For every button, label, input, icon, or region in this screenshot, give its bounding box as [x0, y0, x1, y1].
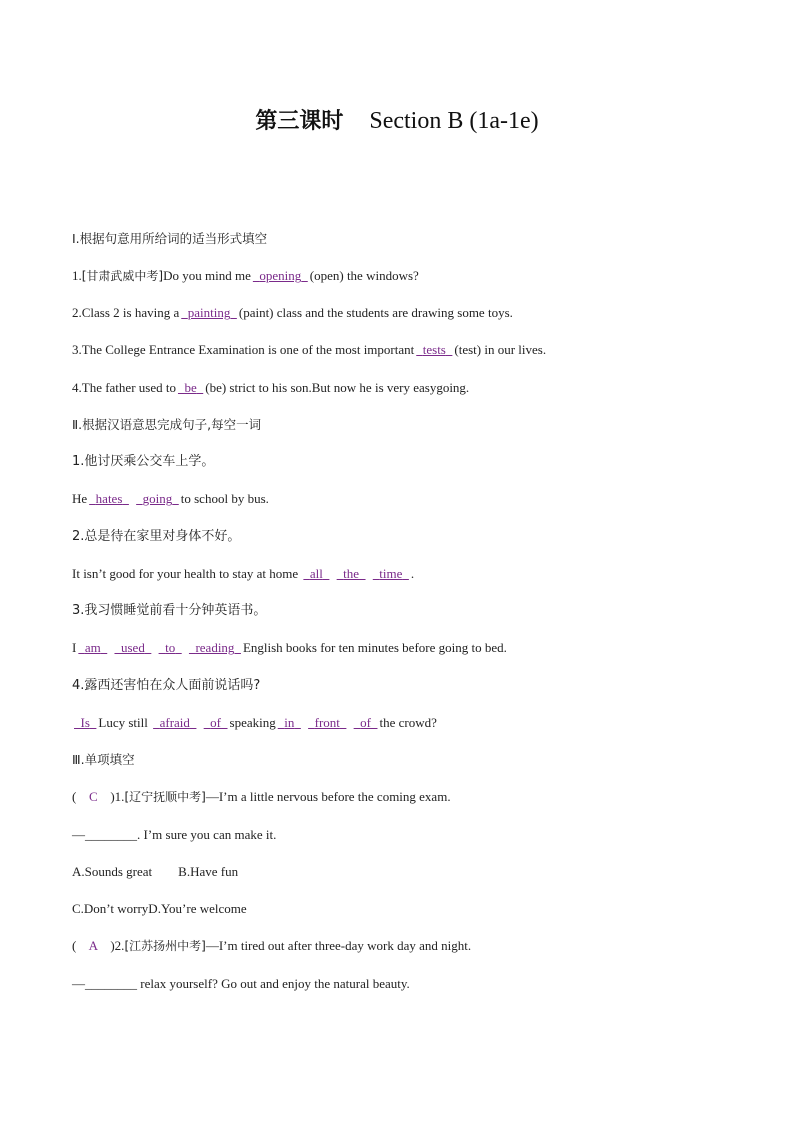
- answer-blank: going: [142, 491, 173, 506]
- answer-blank: to: [165, 640, 176, 655]
- s3-question-2: ( A )2.[江苏扬州中考]—I’m tired out after three-day work day and night.: [72, 938, 472, 953]
- answer-blank: tests: [422, 342, 446, 357]
- answer-blank: am: [84, 640, 101, 655]
- s2-question-2: It isn’t good for your health to stay at home all the time .: [72, 566, 415, 581]
- s3-q1-options-cd: C.Don’t worryD.You’re welcome: [72, 901, 247, 916]
- s2-question-4: Is Lucy still afraid of speaking in front of the crowd?: [72, 714, 437, 732]
- answer-blank: time: [379, 566, 403, 581]
- section-2-heading: Ⅱ.根据汉语意思完成句子,每空一词: [72, 417, 262, 432]
- choice-answer: C: [89, 789, 98, 804]
- answer-blank: afraid: [159, 715, 190, 730]
- title-english: Section B (1a-1e): [369, 108, 539, 134]
- answer-blank: Is: [80, 715, 90, 730]
- source-tag: [江苏扬州中考]: [124, 939, 206, 953]
- s2-q2-chinese: 2.总是待在家里对身体不好。: [72, 529, 241, 544]
- s3-q1-options-ab: [72, 863, 238, 881]
- option-b: B.Have fun: [178, 864, 239, 879]
- s3-q2-reply: —________ relax yourself? Go out and enjoy the natural beauty.: [72, 976, 410, 991]
- source-tag: [辽宁抚顺中考]: [124, 790, 206, 804]
- answer-blank: front: [314, 715, 340, 730]
- answer-blank: hates: [95, 491, 123, 506]
- answer-blank: reading: [195, 640, 235, 655]
- answer-blank: of: [210, 715, 222, 730]
- answer-blank: in: [284, 715, 295, 730]
- s3-question-1: ( C )1.[辽宁抚顺中考]—I’m a little nervous before the coming exam.: [72, 789, 451, 804]
- s3-q1-reply: —________. I’m sure you can make it.: [72, 827, 277, 842]
- s2-q1-chinese: 1.他讨厌乘公交车上学。: [72, 454, 215, 469]
- answer-blank: be: [184, 380, 197, 395]
- s2-question-1: He hates going to school by bus.: [72, 491, 269, 506]
- answer-blank: used: [120, 640, 145, 655]
- answer-blank: all: [309, 566, 323, 581]
- option-a: A.Sounds great: [72, 864, 153, 879]
- s1-question-3: 3.The College Entrance Examination is one of the most important tests (test) in our lives.: [72, 342, 547, 357]
- section-1-heading: Ⅰ.根据句意用所给词的适当形式填空: [72, 231, 268, 246]
- page-title: [0, 104, 794, 135]
- answer-blank: of: [360, 715, 371, 730]
- s1-question-2: 2.Class 2 is having a painting (paint) class and the students are drawing some toys.: [72, 305, 513, 320]
- s2-q3-chinese: 3.我习惯睡觉前看十分钟英语书。: [72, 603, 267, 618]
- s2-q4-chinese: 4.露西还害怕在众人面前说话吗?: [72, 678, 261, 693]
- s2-question-3: I am used to reading English books for ten minutes before going to bed.: [72, 640, 507, 655]
- section-3-heading: Ⅲ.单项填空: [72, 752, 135, 767]
- s1-question-4: 4.The father used to be (be) strict to his son.But now he is very easygoing.: [72, 380, 470, 395]
- s1-question-1: 1.[甘肃武威中考]Do you mind me opening (open) the windows?: [72, 268, 419, 283]
- choice-answer: A: [88, 938, 99, 953]
- source-tag: [甘肃武威中考]: [81, 269, 164, 283]
- title-chinese: 第三课时: [255, 109, 344, 134]
- answer-blank: the: [343, 566, 360, 581]
- answer-blank: opening: [259, 268, 302, 283]
- answer-blank: painting: [187, 305, 231, 320]
